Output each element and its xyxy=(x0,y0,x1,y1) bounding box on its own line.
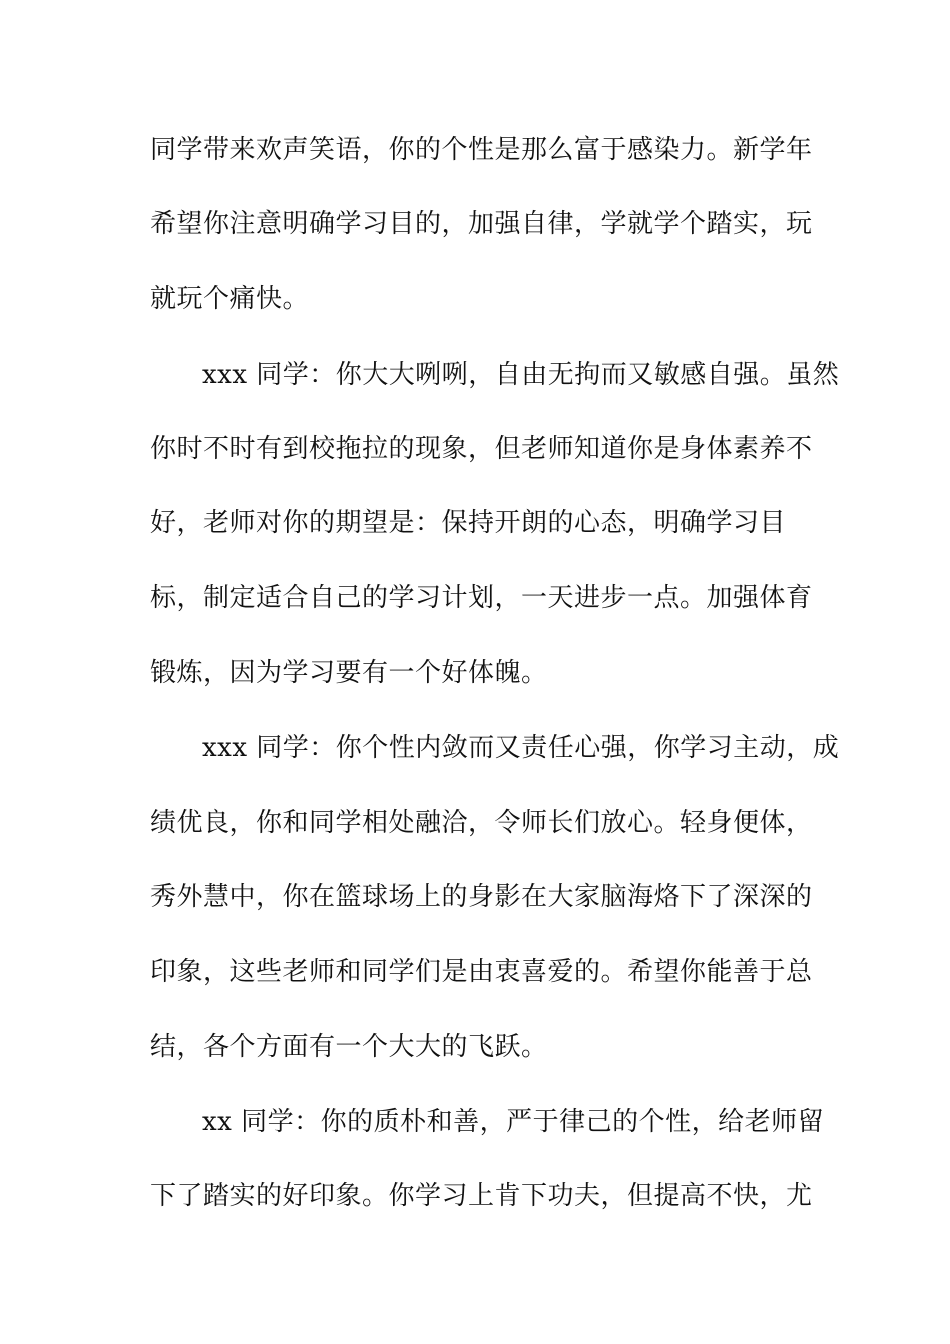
text-line: 希望你注意明确学习目的，加强自律，学就学个踏实，玩 xyxy=(150,209,813,239)
text-line: 绩优良，你和同学相处融洽，令师长们放心。轻身便体， xyxy=(150,808,813,838)
paragraph-first-line: xxx 同学：你大大咧咧，自由无拘而又敏感自强。虽然 xyxy=(202,360,840,390)
text-line: 锻炼，因为学习要有一个好体魄。 xyxy=(150,658,548,688)
text-line: 印象，这些老师和同学们是由衷喜爱的。希望你能善于总 xyxy=(150,957,813,987)
text-line: 下了踏实的好印象。你学习上肯下功夫，但提高不快，尤 xyxy=(150,1181,813,1211)
text-line: 你时不时有到校拖拉的现象，但老师知道你是身体素养不 xyxy=(150,434,813,464)
text-line: 秀外慧中，你在篮球场上的身影在大家脑海烙下了深深的 xyxy=(150,882,813,912)
paragraph-first-line: xxx 同学：你个性内敛而又责任心强，你学习主动，成 xyxy=(202,733,840,763)
text-line: 好，老师对你的期望是：保持开朗的心态，明确学习目 xyxy=(150,508,787,538)
paragraph-first-line: xx 同学：你的质朴和善，严于律己的个性，给老师留 xyxy=(202,1107,825,1137)
text-line: 同学带来欢声笑语，你的个性是那么富于感染力。新学年 xyxy=(150,135,813,165)
text-line: 就玩个痛快。 xyxy=(150,284,310,314)
text-line: 结，各个方面有一个大大的飞跃。 xyxy=(150,1032,548,1062)
text-line: 标，制定适合自己的学习计划，一天进步一点。加强体育 xyxy=(150,583,813,613)
